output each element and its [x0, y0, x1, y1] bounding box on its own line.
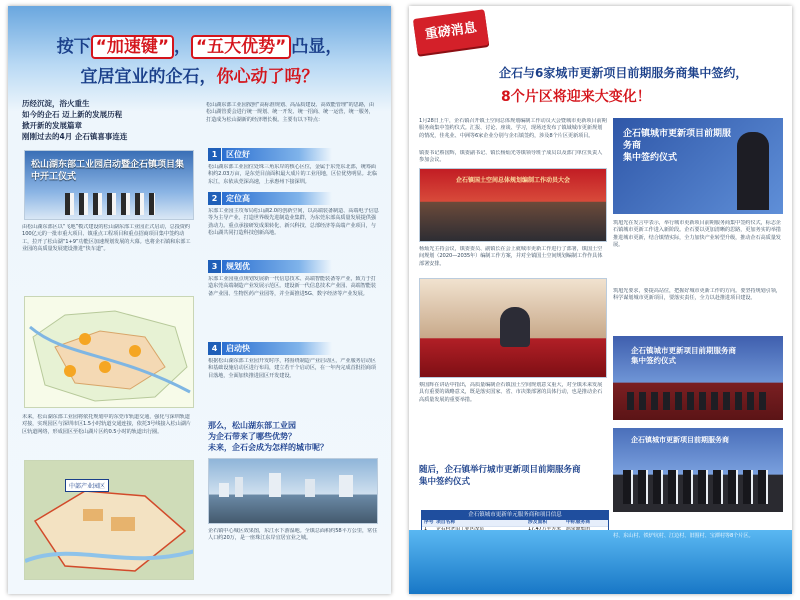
table-title: 企石镇城市更新单元服务商和项目信息: [422, 511, 608, 520]
headline-quote-accelerate: “加速键”: [91, 35, 174, 59]
section-text: 根据松山湖东部工业园开发时序，将围绕制造产业启动区，产业服务启动区和基础设施启动区进行布局，建立若干个启动区，在一年内完成首批招商项目落地，全面加快推进园区开发建设。: [208, 358, 376, 379]
left-headline-line1: [8, 36, 391, 58]
section-title-planning: 规划优: [222, 260, 332, 273]
right-headline-line1: 企石与6家城市更新项目前期服务商集中签约，: [499, 66, 748, 80]
headline-quote-advantages: “五大优势”: [191, 35, 291, 59]
section-number: 3: [208, 260, 221, 273]
headline-red: 你心动了吗？: [216, 67, 319, 87]
right-headline-line2: 8个片区将迎来大变化！: [501, 89, 651, 105]
town-photo: [208, 458, 378, 524]
right-body-sub: 镇委书记蔡国辉，镇委副书记、镇长杨灿光等镇领导班子成员以及部门单位负责人参加会议。: [419, 150, 603, 164]
group-title-line: 集中签约仪式: [631, 356, 676, 365]
signing-photo-title: [631, 436, 729, 445]
map-svg: [25, 297, 194, 408]
table-header: [422, 520, 608, 527]
meeting-photo: [419, 168, 607, 242]
right-lower-left: 蔡国辉在讲话中指出，高质量编制企石镇国土空间规划意义重大，对全镇未来发展具有重要的战略意义，既是落实国家、省、市决策部署的具体行动，也是推动企石高质量发展的重要举措。: [419, 382, 603, 403]
stage-title-line: 企石镇城市更新项目前期服务商: [623, 129, 732, 151]
question-block: [208, 420, 384, 453]
section-number: 1: [208, 148, 221, 161]
section-number: 2: [208, 192, 221, 205]
ceremony-banner-text: 松山湖东部工业园启动暨企石镇项目集中开工仪式: [31, 160, 185, 182]
table-col-header: 中标服务商: [566, 520, 590, 525]
question-line: 为企石带来了哪些优势？: [208, 432, 296, 441]
people-row: [65, 193, 155, 215]
aerial-label: 中部产业园区: [65, 479, 109, 492]
bottom-text: 未来，松山湖东部工业园将依托规划中的东莞市轨道交通，强化与深圳轨道对接，实现园区与深圳市区1.5小时轨道交通连接，依托3号线接入松山湖片区轨道网络，形成园区至松山湖片区约0.5小时的轨道出行圈。: [22, 414, 191, 435]
people-row: [623, 470, 773, 504]
section-text: 松山湖东部工业园位处珠三角东岸的核心区位，金属于东莞东北部，统筹面积约2.03万亩，是东莞目前面积最大成片的工业用地，区位优势明显。北临东江，东依从莞深高速，上承惠州下接深圳。: [208, 164, 377, 185]
aerial-plan: [24, 460, 194, 580]
table-col-header: 项目名称: [436, 520, 456, 525]
left-page: [8, 6, 391, 594]
signing-title-text: 企石镇城市更新项目前期服务商: [631, 436, 729, 444]
intro-line: 刚刚过去的4月 企石镇喜事连连: [22, 132, 128, 141]
group-title-line: 企石镇城市更新项目前期服务商: [631, 346, 736, 355]
section-text: 东部工业园重点规划发展新一代信息技术、高端智能装备等产业，致力于打造东莞高端制造产业发展示范区。建设新一代信息技术产业园、高端智能装备产业园、生物医药产业园等，并全面推进5G、数字经济等产业发展。: [208, 276, 376, 297]
district-map: [24, 296, 194, 408]
right-mid-left: 杨灿光主持会议，镇委委员、副镇长在会上就城市更新工作进行了部署，镇国土空间规划（2020—2035年）编制工作方案，并对全镇国土空间规划编制工作作具体部署安排。: [419, 246, 603, 267]
right-body-intro: 1月28日上午，企石镇召开镇土空间总体规划编制工作动员大会暨城市更新项目前期服务商集中签约仪式。汇报、讨论、座谈、学习，现场还发布了镇域城市更新规划的情况，佳兆业、中洲等6家企业分别与企石镇签约，涉及8个片区更新项目。: [419, 118, 607, 139]
headline-sep: ，: [174, 37, 191, 57]
table-col-header: 序号: [424, 520, 434, 525]
table-col-header: 涉及面积: [528, 520, 548, 525]
right-col-text: 筑旭光在发言中表示，举行城市更新项目前期服务商集中签约仪式，标志企石镇城市更新工作进入新阶段。企石要以更加清晰的思路，更加务实的举措推进城市更新，结合镇情实际，全力加快产业转型升级，推动企石高质量发展。: [613, 220, 781, 249]
mid-text: 由松山湖东部区以“飞地”模式建设的松山湖东部工业园正式启动，总投资约100亿元的一批市重大项目、镇重点工程项目和重点招商项目集中签约动工，拉开了松山湖“1+9”功能区加速规划发展的大幕。也将企石镇和东部工业园的高质量发展建设推进“快车道”。: [22, 224, 191, 253]
official-figure: [737, 132, 769, 210]
signing-title-line: 随后，企石镇举行城市更新项目前期服务商: [419, 465, 581, 475]
stage-title: [623, 128, 733, 164]
signing-stage-photo: [613, 118, 783, 214]
intro-right-text: 松山湖东部工业园按照“高标准规划、高品质建设、高效能管理”的思路，由松山湖管委会进行统一规划、统一开发、统一招商、统一运营，统一服务，打造成为松山湖新的经济增长极。主要有以下特点：: [206, 102, 374, 123]
skyline-svg: [209, 459, 378, 524]
town-caption: 企石镇中心城区效果图，东江水下游湿地。全镇总面积约58平方公里，常住人口约20万，是一座珠江东岸宜居宜业之城。: [208, 528, 378, 542]
intro-block: [22, 98, 180, 142]
intro-line: 掀开新的发展篇章: [22, 121, 82, 130]
ceremony-photo: [24, 150, 194, 220]
speaker-photo: [419, 278, 607, 378]
aerial-svg: [25, 461, 194, 580]
section-title-location: 区位好: [222, 148, 332, 161]
intro-line: 如今的企石 迈上新的发展历程: [22, 110, 123, 119]
speaker-figure: [500, 307, 530, 347]
section-title-launch: 启动快: [222, 342, 332, 355]
headline-blue: 宜居宜业的企石，: [80, 67, 217, 87]
right-col-text2: 筑旭光要求，要提高站位，把握好城市更新工作的方向。要坚持规划引领，科学谋划城市更新项目，要落实责任，全力以赴推进项目建设。: [613, 288, 781, 302]
people-row: [627, 392, 769, 410]
group-photo: [613, 336, 783, 420]
section-number: 4: [208, 342, 221, 355]
section-text: 东部工业园主攻布局松山湖2.0的创新空间，以高端装备制造、高端电子信息等为主导产业，打造世界级先进制造业集群，为东莞东部高质量发展提供强劲动力。重点承接研发成果转化、新兴科技、总部经济等高端产业项目，与松山湖共同打造科技创新高地。: [208, 208, 379, 237]
headline-text: 按下: [56, 37, 91, 57]
question-line: 那么，松山湖东部工业园: [208, 421, 296, 430]
question-line: 未来，企石会成为怎样的城市呢？: [208, 443, 328, 452]
meeting-banner: 企石镇国土空间总体规划编制工作动员大会: [455, 177, 570, 184]
left-headline-line2: [8, 66, 391, 88]
right-page: [409, 6, 792, 594]
bottom-note: 在集中签约仪式上，企石镇与鸿荣源、嘉华、佳兆业、中洲、华润、中海、星河、保利等6家城市更新项目前期服务商签约，涉及企石村、霞朗村、刘屋村、东山村、铁炉坑村、江边村、旧围村、宝潭村等8个片区。: [613, 518, 785, 539]
intro-line: 历经沉淀，浴火重生: [22, 99, 90, 108]
stage-title-line: 集中签约仪式: [623, 153, 678, 163]
signing-group-photo: [613, 428, 783, 512]
section-title-positioning: 定位高: [222, 192, 332, 205]
signing-section-title: [419, 464, 609, 488]
group-photo-title: [631, 346, 736, 366]
breaking-news-badge: 重磅消息: [413, 9, 489, 55]
headline-text-post: 凸显，: [291, 37, 343, 57]
signing-title-line: 集中签约仪式: [419, 477, 471, 487]
